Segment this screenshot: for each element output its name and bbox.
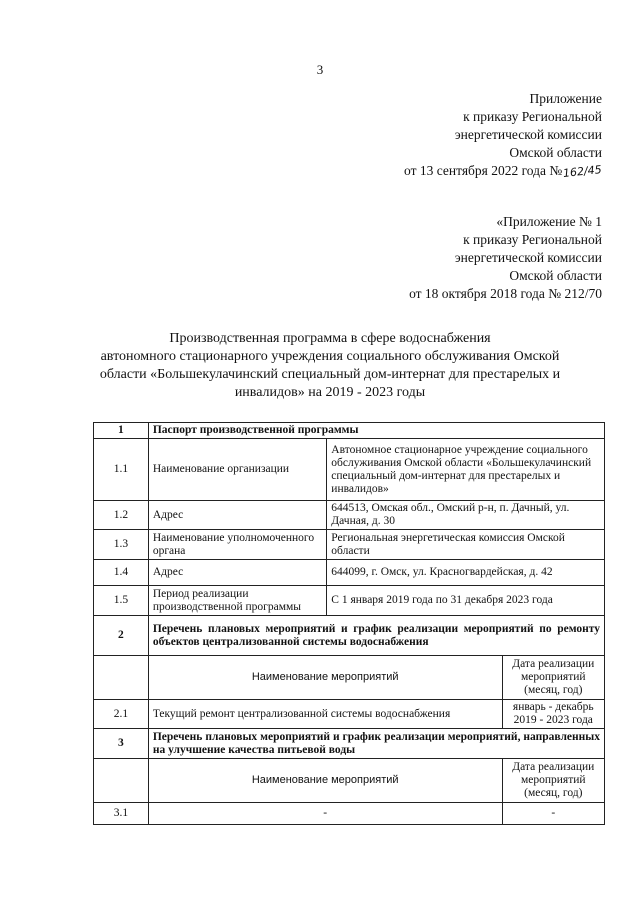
row-label: Адрес (148, 501, 326, 530)
empty-cell (94, 759, 149, 803)
title-line: автономного стационарного учреждения социального обслуживания Омской (100, 349, 560, 364)
appendix-date: от 18 октября 2018 года № 212/70 (409, 286, 602, 301)
appendix-original-order (409, 213, 602, 303)
table-row (94, 501, 605, 530)
table-row (94, 439, 605, 501)
row-number: 3.1 (94, 803, 149, 825)
page-number: 3 (316, 62, 324, 77)
measure-date: - (502, 803, 604, 825)
appendix-current-order (404, 90, 602, 181)
measure-date: январь - декабрь 2019 - 2023 года (502, 700, 604, 729)
appendix-line: к приказу Региональной (463, 109, 602, 124)
column-header-measure: Наименование мероприятий (148, 759, 502, 803)
table-row (94, 530, 605, 560)
row-label: Период реализации производственной программы (148, 586, 326, 616)
row-value: Автономное стационарное учреждение социального обслуживания Омской области «Большекулачинский специальный дом-интернат для престарелых и инвалидов» (327, 439, 605, 501)
appendix-line: Омской области (509, 268, 602, 283)
appendix-date: от 13 сентября 2022 года № (404, 163, 563, 178)
column-header-row (94, 656, 605, 700)
table-row (94, 586, 605, 616)
column-header-date: Дата реализации мероприятий (месяц, год) (502, 656, 604, 700)
row-number: 2.1 (94, 700, 149, 729)
column-header-row (94, 759, 605, 803)
section-title: Перечень плановых мероприятий и график реализации мероприятий по ремонту объектов централизованной системы водоснабжения (148, 616, 604, 656)
section-title: Перечень плановых мероприятий и график реализации мероприятий, направленных на улучшение качества питьевой воды (148, 729, 604, 759)
section-number: 2 (94, 616, 149, 656)
row-value: Региональная энергетическая комиссия Омской области (327, 530, 605, 560)
handwritten-order-number: 162/45 (562, 163, 603, 180)
row-label: Наименование организации (148, 439, 326, 501)
row-number: 1.2 (94, 501, 149, 530)
row-label: Адрес (148, 560, 326, 586)
table-row (94, 560, 605, 586)
title-line: области «Большекулачинский специальный дом-интернат для престарелых и (99, 367, 561, 382)
row-value: С 1 января 2019 года по 31 декабря 2023 года (327, 586, 605, 616)
appendix-title: «Приложение № 1 (496, 214, 602, 229)
program-title (60, 330, 600, 402)
section-number: 1 (94, 423, 149, 439)
program-table (93, 422, 605, 825)
title-line: инвалидов» на 2019 - 2023 годы (234, 385, 426, 400)
appendix-line: энергетической комиссии (454, 250, 602, 265)
appendix-line: к приказу Региональной (463, 232, 602, 247)
column-header-date: Дата реализации мероприятий (месяц, год) (502, 759, 604, 803)
row-value: 644099, г. Омск, ул. Красногвардейская, д. 42 (327, 560, 605, 586)
row-number: 1.3 (94, 530, 149, 560)
empty-cell (94, 656, 149, 700)
section-title: Паспорт производственной программы (148, 423, 604, 439)
section-header-row (94, 423, 605, 439)
section-number: 3 (94, 729, 149, 759)
appendix-line: Омской области (509, 145, 602, 160)
table-row (94, 700, 605, 729)
row-number: 1.4 (94, 560, 149, 586)
section-header-row (94, 729, 605, 759)
section-header-row (94, 616, 605, 656)
column-header-measure: Наименование мероприятий (148, 656, 502, 700)
measure-name: - (148, 803, 502, 825)
table-row (94, 803, 605, 825)
appendix-line: энергетической комиссии (454, 127, 602, 142)
measure-name: Текущий ремонт централизованной системы водоснабжения (148, 700, 502, 729)
row-value: 644513, Омская обл., Омский р-н, п. Дачный, ул. Дачная, д. 30 (327, 501, 605, 530)
row-label: Наименование уполномоченного органа (148, 530, 326, 560)
appendix-title: Приложение (529, 91, 602, 106)
appendix-date-line (404, 162, 602, 181)
title-line: Производственная программа в сфере водоснабжения (169, 331, 491, 346)
row-number: 1.1 (94, 439, 149, 501)
row-number: 1.5 (94, 586, 149, 616)
